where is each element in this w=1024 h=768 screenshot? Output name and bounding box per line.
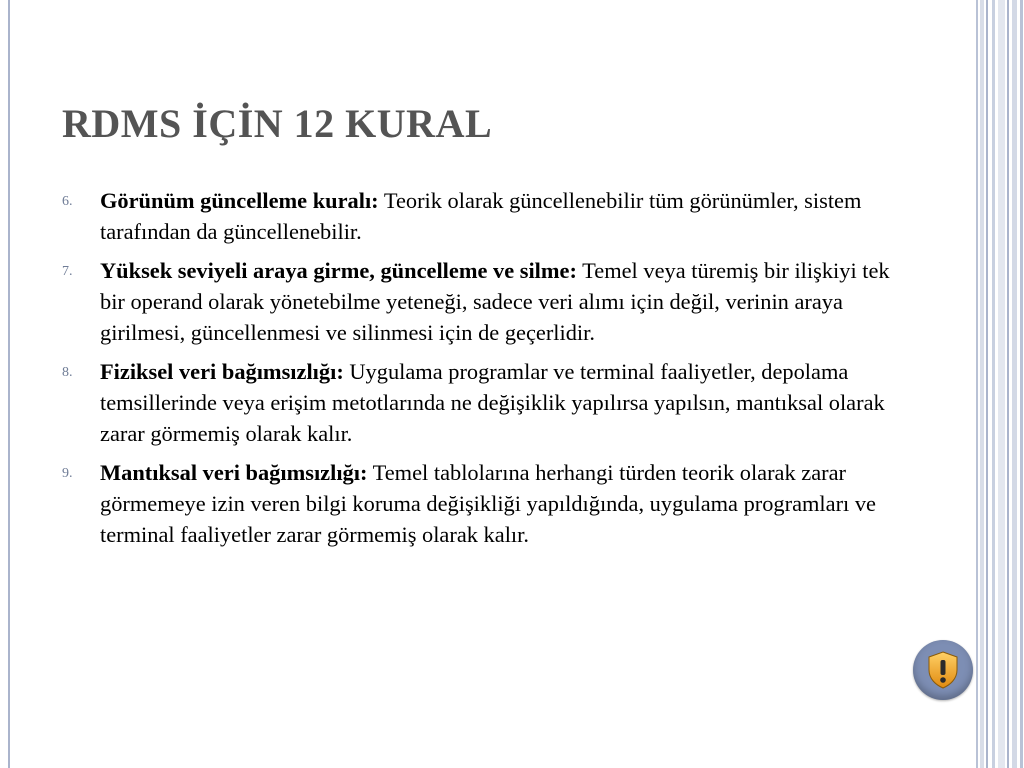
rule-text: Temel tablolarına herhangi türden teorik olarak zarar görmemeye izin veren bilgi koruma değişikliği yapıldığında, uygulama programları ve terminal faaliyetler zarar görmemiş olarak kalır. — [100, 460, 876, 547]
list-item-rule-8 — [62, 356, 892, 449]
rule-term: Yüksek seviyeli araya girme, güncelleme ve silme: — [100, 258, 577, 283]
list-item-rule-9 — [62, 457, 892, 550]
list-item-rule-6 — [62, 185, 892, 247]
rule-text: Teorik olarak güncellenebilir tüm görünümler, sistem tarafından da güncellenebilir. — [100, 188, 862, 244]
rule-term: Mantıksal veri bağımsızlığı: — [100, 460, 368, 485]
right-decorative-stripes — [976, 0, 1024, 768]
rule-number: 9. — [62, 466, 73, 481]
left-border-line — [8, 0, 10, 768]
rule-number: 6. — [62, 194, 73, 209]
slide-title: RDMS İÇİN 12 KURAL — [62, 101, 493, 146]
warning-shield-icon — [913, 640, 973, 700]
rule-term: Görünüm güncelleme kuralı: — [100, 188, 379, 213]
rule-number: 8. — [62, 365, 73, 380]
rule-text: Temel veya türemiş bir ilişkiyi tek bir operand olarak yönetebilme yeteneği, sadece veri alımı için değil, verinin araya girilmesi, güncellenmesi ve silinmesi için de geçerlidir. — [100, 258, 890, 345]
list-item-rule-7 — [62, 255, 892, 348]
rule-number: 7. — [62, 264, 73, 279]
warning-badge — [913, 640, 973, 700]
rule-text: Uygulama programlar ve terminal faaliyetler, depolama temsillerinde veya erişim metotlarında ne değişiklik yapılırsa yapılsın, mantıksal olarak zarar görmemiş olarak kalır. — [100, 359, 885, 446]
rules-list — [62, 185, 892, 558]
rule-term: Fiziksel veri bağımsızlığı: — [100, 359, 344, 384]
